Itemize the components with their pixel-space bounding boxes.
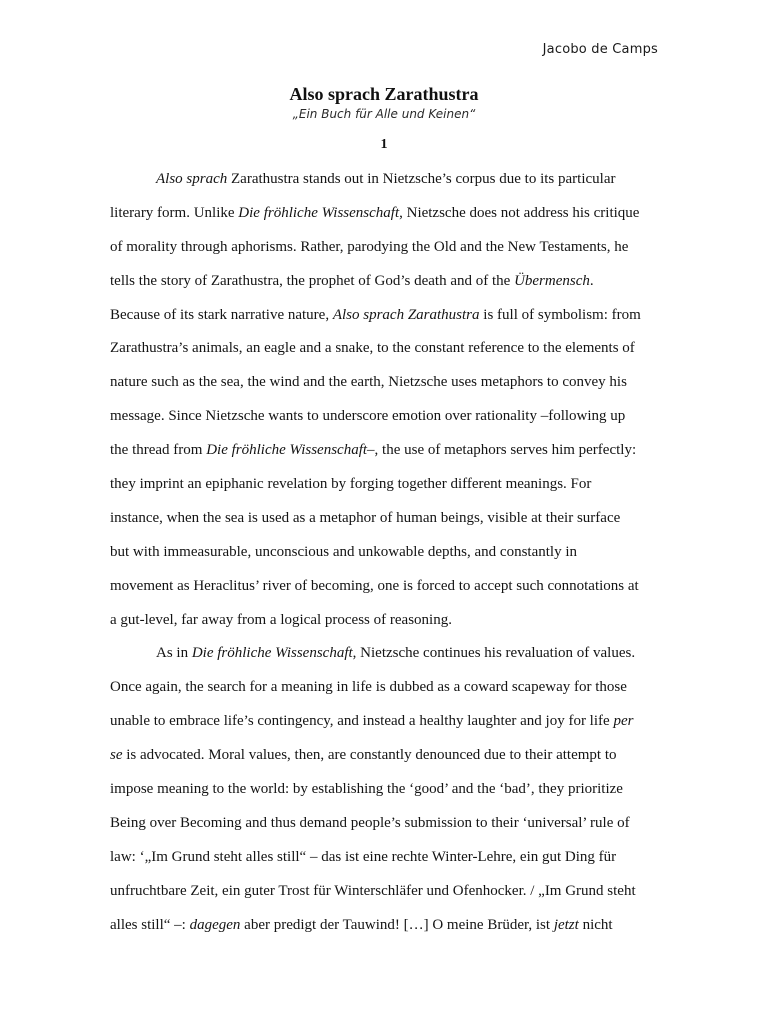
- paragraph-line: [110, 197, 658, 231]
- text-run: , Nietzsche continues his revaluation of values.: [352, 645, 636, 662]
- text-run: tells the story of Zarathustra, the prophet of God’s death and of the: [110, 272, 515, 289]
- paragraph-line: [110, 637, 658, 671]
- paragraph-line: [110, 468, 658, 502]
- text-run: se: [110, 747, 123, 764]
- text-run: Zarathustra stands out in Nietzsche’s corpus due to its particular: [231, 171, 616, 187]
- paragraph-line: [110, 841, 658, 875]
- text-run: aber predigt der Tauwind! […] O meine Brüder, ist: [240, 916, 554, 933]
- paragraph-line: [110, 570, 658, 604]
- text-run: dagegen: [189, 916, 241, 933]
- paragraph-line: [110, 332, 658, 366]
- text-run: message. Since Nietzsche wants to underscore emotion over rationality –following up: [110, 408, 626, 425]
- text-run: .: [589, 272, 594, 289]
- paragraph-line: [110, 909, 658, 943]
- paragraph-line: [110, 434, 658, 468]
- text-run: per: [613, 713, 634, 730]
- text-run: is full of symbolism: from: [479, 306, 641, 323]
- document-title: Also sprach Zarathustra: [289, 84, 479, 104]
- text-run: unfruchtbare Zeit, ein guter Trost für Winterschläfer und Ofenhocker. / „Im Grund steht: [110, 882, 636, 899]
- text-run: nature such as the sea, the wind and the earth, Nietzsche uses metaphors to convey his: [110, 374, 627, 391]
- text-run: but with immeasurable, unconscious and unkowable depths, and constantly in: [110, 543, 577, 560]
- paragraph-line: [110, 705, 658, 739]
- text-run: Also sprach: [156, 171, 231, 187]
- text-run: Die fröhliche Wissenschaft: [191, 645, 353, 662]
- text-run: Zarathustra’s animals, an eagle and a snake, to the constant reference to the elements of: [110, 340, 635, 357]
- text-run: As in: [156, 645, 192, 662]
- text-run: impose meaning to the world: by establishing the ‘good’ and the ‘bad’, they prioritize: [110, 781, 623, 798]
- text-run: Once again, the search for a meaning in life is dubbed as a coward scapeway for those: [110, 679, 627, 696]
- paragraph-line: [110, 773, 658, 807]
- paragraph-line: [110, 299, 658, 333]
- section-number: 1: [380, 137, 388, 152]
- body-text: [110, 163, 658, 942]
- text-run: a gut-level, far away from a logical process of reasoning.: [110, 611, 452, 628]
- paragraph-line: [110, 807, 658, 841]
- running-header-author: Jacobo de Camps: [542, 42, 658, 57]
- text-run: Being over Becoming and thus demand people’s submission to their ‘universal’ rule of: [110, 814, 630, 831]
- text-run: the thread from: [110, 442, 207, 459]
- text-run: –, the use of metaphors serves him perfectly:: [367, 442, 637, 459]
- paragraph-line: [110, 366, 658, 400]
- paragraph-line: [110, 671, 658, 705]
- text-run: literary form. Unlike: [110, 204, 239, 221]
- text-run: law: ‘„Im Grund steht alles still“ – das ist eine rechte Winter-Lehre, ein gut Ding für: [110, 848, 617, 865]
- paragraph-line: [110, 163, 658, 197]
- text-run: is advocated. Moral values, then, are constantly denounced due to their attempt to: [122, 747, 617, 764]
- paragraph-line: [110, 265, 658, 299]
- paragraph-line: [110, 536, 658, 570]
- paragraph-line: [110, 400, 658, 434]
- document-subtitle: „Ein Buch für Alle und Keinen“: [292, 107, 476, 121]
- paragraph-line: [110, 231, 658, 265]
- text-run: , Nietzsche does not address his critique: [399, 204, 640, 221]
- paragraph-line: [110, 502, 658, 536]
- paragraph-line: [110, 875, 658, 909]
- paragraph-line: [110, 604, 658, 638]
- text-run: unable to embrace life’s contingency, and instead a healthy laughter and joy for life: [110, 713, 614, 730]
- text-run: jetzt: [553, 916, 579, 933]
- text-run: of morality through aphorisms. Rather, parodying the Old and the New Testaments, he: [110, 238, 629, 255]
- text-run: they imprint an epiphanic revelation by forging together different meanings. For: [110, 476, 592, 493]
- text-run: Die fröhliche Wissenschaft: [238, 204, 400, 221]
- text-run: nicht: [578, 916, 613, 933]
- text-run: Because of its stark narrative nature,: [110, 306, 333, 323]
- text-run: Also sprach Zarathustra: [332, 306, 480, 323]
- text-run: movement as Heraclitus’ river of becoming, one is forced to accept such connotations at: [110, 577, 639, 594]
- text-run: Die fröhliche Wissenschaft: [206, 442, 368, 459]
- text-run: Übermensch: [514, 272, 590, 289]
- paragraph-line: [110, 739, 658, 773]
- text-run: instance, when the sea is used as a metaphor of human beings, visible at their surface: [110, 509, 621, 526]
- text-run: alles still“ –:: [110, 916, 190, 933]
